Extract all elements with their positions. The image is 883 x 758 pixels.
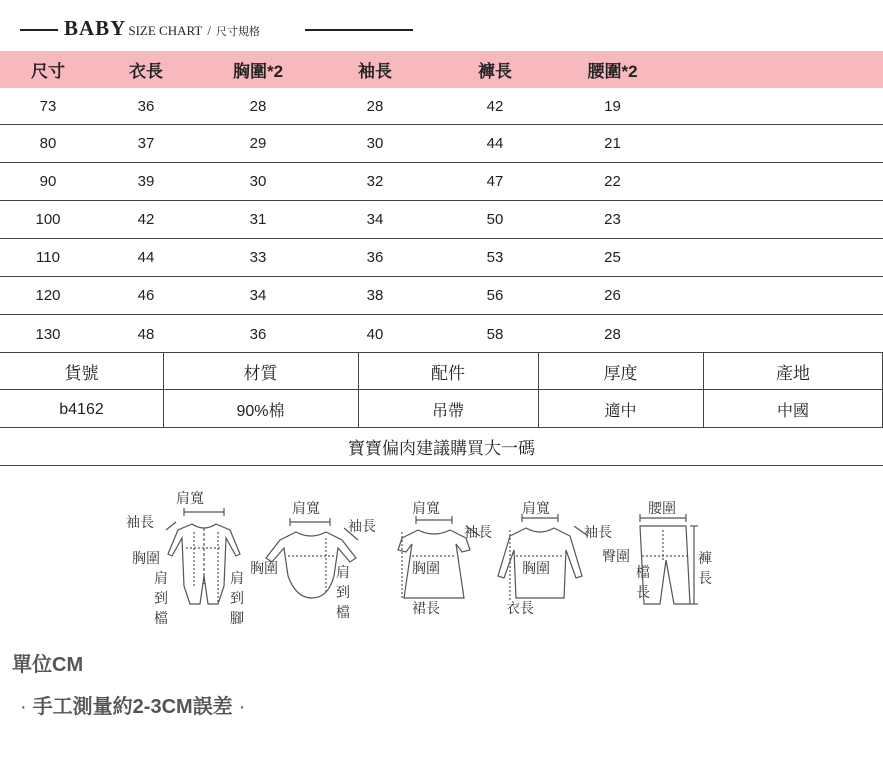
title-line-right <box>305 29 413 31</box>
cell-size: 80 <box>39 135 57 152</box>
size-table <box>0 51 883 353</box>
cell-waist: 23 <box>604 211 621 228</box>
table-row <box>0 201 883 239</box>
cell-sleeve: 30 <box>366 135 384 152</box>
cell-sleeve: 28 <box>366 97 384 115</box>
tolerance-text: 手工測量約2-3CM誤差 <box>32 696 233 718</box>
info-header-item-no: 貨號 <box>64 363 99 383</box>
cell-chest: 28 <box>249 97 267 115</box>
info-header-accessory: 配件 <box>431 363 465 383</box>
cell-chest: 33 <box>249 249 267 266</box>
cell-waist: 25 <box>604 249 621 266</box>
top-label-chest: 胸圍 <box>522 561 550 577</box>
info-header-row <box>0 353 883 390</box>
cell-size: 100 <box>35 211 61 228</box>
cell-chest: 31 <box>249 211 267 228</box>
header-chest: 胸圍*2 <box>232 62 284 81</box>
cell-waist: 22 <box>604 173 621 190</box>
top-label-shoulder: 肩寬 <box>522 501 550 517</box>
pants-label-hip: 臀圍 <box>602 549 630 565</box>
size-table-header <box>0 51 883 88</box>
pants-label-char: 長 <box>636 585 650 601</box>
cell-size: 120 <box>35 287 61 304</box>
cell-chest: 29 <box>249 135 267 152</box>
pants-label-char: 檔 <box>636 565 650 581</box>
top-label-sleeve: 袖長 <box>584 525 612 541</box>
cell-pants-length: 44 <box>486 135 504 152</box>
title-subtitle: SIZE CHART <box>128 23 203 38</box>
romper-diagram <box>166 508 240 604</box>
info-accessory: 吊帶 <box>431 403 464 420</box>
romper-label-char: 到 <box>230 591 244 607</box>
measurement-diagrams-svg <box>100 486 740 636</box>
pants-label-char: 長 <box>698 571 712 587</box>
cell-length: 44 <box>137 249 155 266</box>
romper-label-char: 腳 <box>230 611 244 627</box>
info-thickness: 適中 <box>604 403 637 420</box>
info-header-material: 材質 <box>243 363 278 383</box>
romper-label-char: 檔 <box>154 611 168 627</box>
cell-length: 46 <box>137 287 155 304</box>
cell-pants-length: 58 <box>486 325 504 343</box>
header-waist: 腰圍*2 <box>587 62 638 81</box>
top-label-length: 衣長 <box>506 601 534 617</box>
cell-sleeve: 40 <box>366 325 384 343</box>
cell-size: 73 <box>39 97 57 115</box>
bodysuit-label-char: 檔 <box>336 605 350 621</box>
bodysuit-label-chest: 胸圍 <box>250 561 278 577</box>
romper-label-char: 到 <box>154 591 168 607</box>
product-info-table <box>0 352 883 428</box>
cell-sleeve: 38 <box>366 287 384 304</box>
header-pants-length: 褲長 <box>478 62 512 81</box>
info-material: 90%棉 <box>236 403 285 420</box>
bodysuit-label-char: 到 <box>336 585 350 601</box>
header-size: 尺寸 <box>31 62 65 81</box>
header-length: 衣長 <box>129 62 163 81</box>
cell-size: 130 <box>35 325 61 343</box>
dress-label-sleeve: 袖長 <box>464 525 492 541</box>
cell-length: 37 <box>137 135 155 152</box>
top-diagram <box>498 514 588 600</box>
romper-label-char: 肩 <box>154 571 168 587</box>
cell-waist: 28 <box>604 325 621 343</box>
cell-length: 48 <box>137 325 155 343</box>
info-divider <box>538 353 539 427</box>
info-header-thickness: 厚度 <box>603 363 638 383</box>
title-text <box>64 16 260 41</box>
tolerance-note <box>14 690 251 719</box>
bodysuit-label-sleeve: 袖長 <box>348 519 376 535</box>
romper-label-chest: 胸圍 <box>132 551 160 567</box>
title-line-left <box>20 29 58 31</box>
info-divider <box>163 353 164 427</box>
cell-length: 39 <box>137 173 155 190</box>
info-item-no: b4162 <box>59 400 104 418</box>
cell-pants-length: 42 <box>486 97 504 115</box>
table-row <box>0 88 883 125</box>
info-value-row <box>0 391 883 428</box>
title-brand: BABY <box>64 16 127 40</box>
cell-pants-length: 50 <box>486 211 504 228</box>
pants-label-char: 褲 <box>698 551 712 567</box>
cell-pants-length: 47 <box>486 173 504 190</box>
dress-label-shoulder: 肩寬 <box>412 501 440 517</box>
cell-pants-length: 56 <box>486 287 504 304</box>
table-row <box>0 239 883 277</box>
bodysuit-label-shoulder: 肩寬 <box>292 501 320 517</box>
bullet-dot: · <box>20 696 27 718</box>
table-row <box>0 277 883 315</box>
cell-chest: 30 <box>249 173 267 190</box>
romper-label-shoulder: 肩寬 <box>176 491 204 507</box>
table-row <box>0 163 883 201</box>
title-separator: / <box>207 23 211 38</box>
cell-sleeve: 34 <box>366 211 384 228</box>
cell-sleeve: 32 <box>366 173 384 190</box>
cell-chest: 34 <box>249 287 267 304</box>
info-divider <box>358 353 359 427</box>
dress-label-skirt-length: 裙長 <box>412 601 440 617</box>
cell-waist: 26 <box>604 287 621 304</box>
unit-label: 單位CM <box>12 654 84 676</box>
romper-label-sleeve: 袖長 <box>126 515 154 531</box>
table-row <box>0 315 883 353</box>
sizing-note: 寶寶偏肉建議購買大一碼 <box>0 428 883 466</box>
dress-label-chest: 胸圍 <box>412 561 440 577</box>
table-row <box>0 125 883 163</box>
size-chart-title <box>0 14 883 44</box>
cell-sleeve: 36 <box>366 249 384 266</box>
romper-label-char: 肩 <box>230 571 244 587</box>
measurement-diagrams <box>100 486 740 636</box>
pants-label-waist: 腰圍 <box>648 501 676 517</box>
cell-chest: 36 <box>249 325 267 343</box>
cell-waist: 19 <box>604 97 621 115</box>
cell-length: 42 <box>137 211 155 228</box>
cell-length: 36 <box>137 97 155 115</box>
cell-size: 110 <box>36 249 60 266</box>
cell-waist: 21 <box>604 135 621 152</box>
title-subtitle-zh: 尺寸規格 <box>215 25 260 38</box>
header-sleeve: 袖長 <box>358 62 392 81</box>
cell-size: 90 <box>39 173 57 190</box>
info-origin: 中國 <box>776 403 809 420</box>
info-divider <box>703 353 704 427</box>
bullet-dot: · <box>238 696 246 718</box>
bodysuit-label-char: 肩 <box>336 565 350 581</box>
info-header-origin: 產地 <box>776 363 810 383</box>
cell-pants-length: 53 <box>486 249 504 266</box>
